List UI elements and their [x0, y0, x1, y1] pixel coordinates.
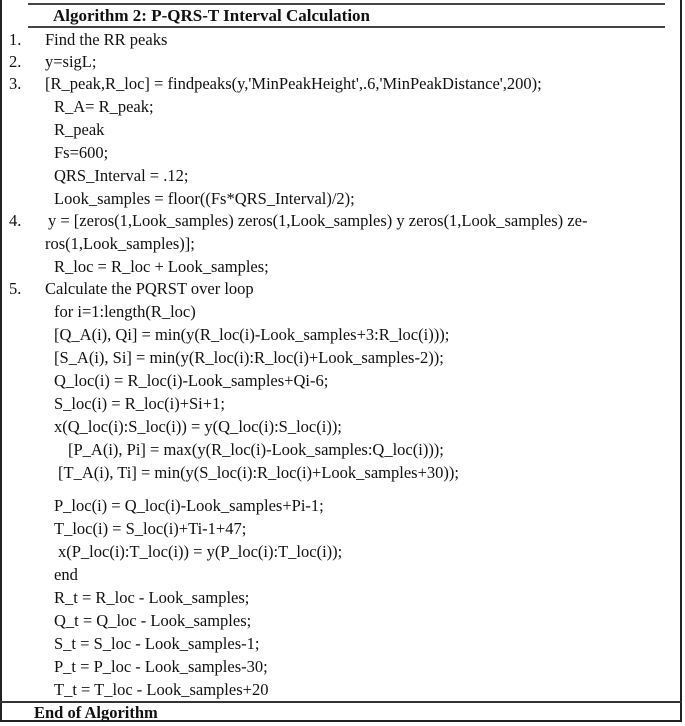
line-number: 2. — [9, 52, 22, 71]
line-text: Find the RR peaks — [45, 30, 168, 49]
line-text: R_A= R_peak; — [54, 97, 154, 116]
end-of-algorithm-label: End of Algorithm — [34, 703, 158, 722]
line-text: S_loc(i) = R_loc(i)+Si+1; — [54, 394, 225, 413]
line-text: S_t = S_loc - Look_samples-1; — [54, 634, 260, 653]
line-text: P_loc(i) = Q_loc(i)-Look_samples+Pi-1; — [54, 496, 324, 515]
line-text: x(P_loc(i):T_loc(i)) = y(P_loc(i):T_loc(i)); — [58, 542, 343, 561]
line-text: [R_peak,R_loc] = findpeaks(y,'MinPeakHeight',.6,'MinPeakDistance',200); — [45, 74, 542, 93]
line-text: end — [54, 565, 78, 584]
top-rule — [28, 3, 665, 5]
line-text: x(Q_loc(i):S_loc(i)) = y(Q_loc(i):S_loc(i)); — [54, 417, 342, 436]
line-number: 3. — [9, 74, 22, 93]
line-text: QRS_Interval = .12; — [54, 166, 189, 185]
title-rule — [28, 26, 665, 28]
line-text: T_loc(i) = S_loc(i)+Ti-1+47; — [54, 519, 247, 538]
line-number: 1. — [9, 30, 22, 49]
line-text: [S_A(i), Si] = min(y(R_loc(i):R_loc(i)+Look_samples-2)); — [54, 348, 444, 367]
line-text: ros(1,Look_samples)]; — [45, 234, 195, 253]
line-text: Q_t = Q_loc - Look_samples; — [54, 611, 252, 630]
line-text: y=sigL; — [45, 52, 97, 71]
line-text: [T_A(i), Ti] = min(y(S_loc(i):R_loc(i)+Look_samples+30)); — [58, 463, 459, 482]
line-text: T_t = T_loc - Look_samples+20 — [54, 680, 269, 699]
line-text: R_t = R_loc - Look_samples; — [54, 588, 250, 607]
line-text: R_peak — [54, 120, 105, 139]
line-number: 5. — [9, 279, 22, 298]
line-text: [Q_A(i), Qi] = min(y(R_loc(i)-Look_samples+3:R_loc(i))); — [54, 325, 450, 344]
algorithm-title: Algorithm 2: P-QRS-T Interval Calculation — [53, 6, 371, 25]
line-text: Q_loc(i) = R_loc(i)-Look_samples+Qi-6; — [54, 371, 329, 390]
line-text: y = [zeros(1,Look_samples) zeros(1,Look_samples) y zeros(1,Look_samples) ze- — [48, 211, 588, 230]
line-text: [P_A(i), Pi] = max(y(R_loc(i)-Look_samples:Q_loc(i))); — [68, 440, 444, 459]
line-number: 4. — [9, 211, 22, 230]
line-text: for i=1:length(R_loc) — [54, 302, 196, 321]
line-text: Calculate the PQRST over loop — [45, 279, 254, 298]
line-text: Look_samples = floor((Fs*QRS_Interval)/2); — [54, 189, 355, 208]
line-text: R_loc = R_loc + Look_samples; — [54, 257, 269, 276]
line-text: Fs=600; — [54, 143, 109, 162]
line-text: P_t = P_loc - Look_samples-30; — [54, 657, 268, 676]
